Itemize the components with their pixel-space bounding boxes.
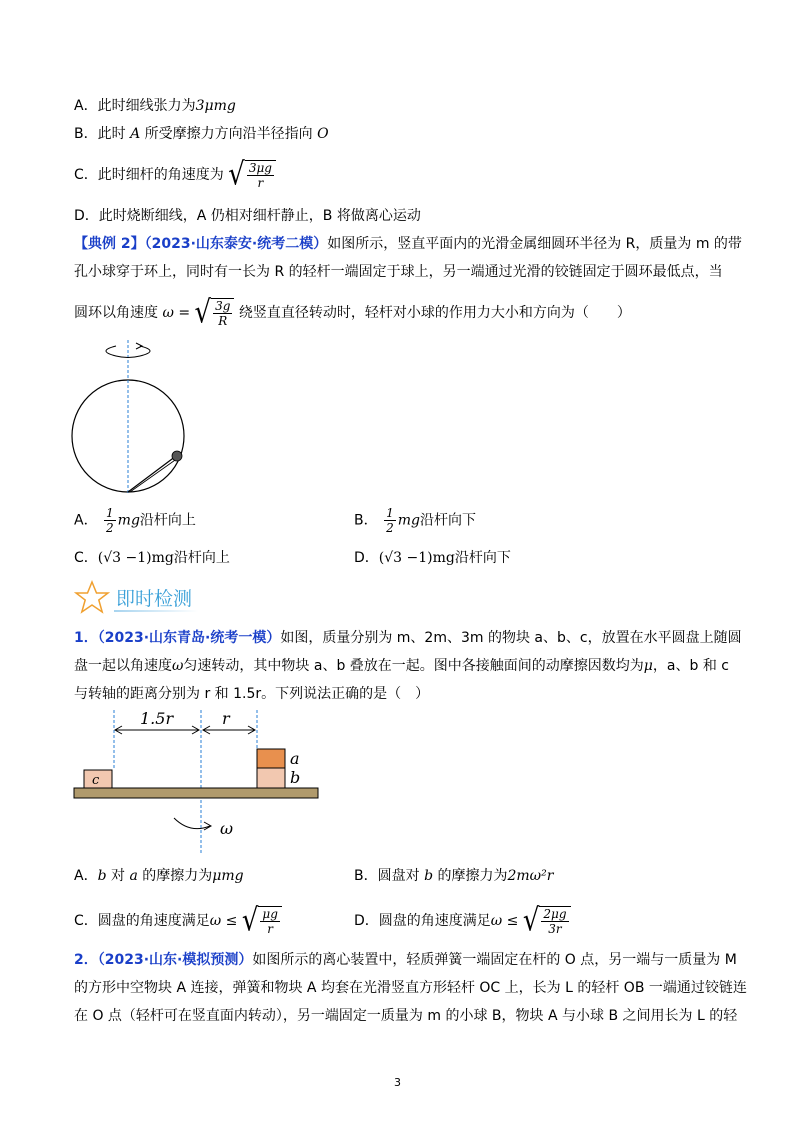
- ring-figure: [66, 336, 206, 496]
- option-d-prev: D．此时烧断细线，A 仍相对细杆静止，B 将做离心运动: [74, 208, 421, 224]
- example2-option-d: D．(√3 −1)mg沿杆向下: [354, 550, 511, 566]
- label-a: a: [290, 749, 300, 768]
- q1-line1: 1．（2023·山东青岛·统考一模）如图，质量分别为 m、2m、3m 的物块 a、b、c，放置在水平圆盘上随圆: [74, 630, 742, 646]
- q1-line3: 与转轴的距离分别为 r 和 1.5r。下列说法正确的是（ ）: [74, 686, 430, 702]
- option-a-prev: A．此时细线张力为3μmg: [74, 98, 236, 114]
- disk-plate: [74, 788, 318, 798]
- q1-option-c: C．圆盘的角速度满足ω ≤ √ $\frac{\mu g}{r}$: [74, 906, 282, 936]
- label-omega: ω: [220, 819, 234, 838]
- example2-option-c: C．(√3 −1)mg沿杆向上: [74, 550, 230, 566]
- option-c-prev: C．此时细杆的角速度为 √ $\frac{3\mu g}{r}$: [74, 160, 276, 190]
- q1-option-d: D．圆盘的角速度满足ω ≤ √ $\frac{2\mu g}{3r}$: [354, 906, 571, 936]
- label-r: r: [222, 709, 230, 728]
- q1-option-a: A．b 对 a 的摩擦力为μmg: [74, 868, 244, 884]
- example2-line2: 孔小球穿于环上，同时有一长为 R 的轻杆一端固定于球上，另一端通过光滑的铰链固定于圆环最低点，当: [74, 264, 723, 280]
- q1-tag: 1．（2023·山东青岛·统考一模）: [74, 630, 281, 646]
- rotation-arrow-icon: [174, 818, 210, 829]
- page-number: 3: [394, 1076, 401, 1089]
- example2-option-b: B． $\frac{1}{2}$ mg沿杆向下: [354, 506, 476, 535]
- section-title: 即时检测: [116, 588, 193, 610]
- q1-option-b: B．圆盘对 b 的摩擦力为2mω²r: [354, 868, 554, 884]
- q2-tag: 2．（2023·山东·模拟预测）: [74, 952, 253, 968]
- q1-line2: 盘一起以角速度ω匀速转动，其中物块 a、b 叠放在一起。图中各接触面间的动摩擦因数均为μ，a、b 和 c: [74, 658, 729, 674]
- example2-option-a: A． $\frac{1}{2}$ mg沿杆向上: [74, 506, 196, 535]
- sqrt-expr: √ $\frac{3\mu g}{r}$: [228, 160, 276, 190]
- example2-line3: 圆环以角速度 ω = √ $\frac{3g}{R}$ 绕竖直直径转动时，轻杆对小球的作用力大小和方向为（ ）: [74, 295, 631, 331]
- example2-line1: 【典例 2】（2023·山东泰安·统考二模）如图所示，竖直平面内的光滑金属细圆环半径为 R，质量为 m 的带: [74, 236, 742, 252]
- ball-icon: [172, 451, 182, 461]
- omega-sqrt: √ $\frac{3g}{R}$: [195, 298, 235, 328]
- q2-line3: 在 O 点（轻杆可在竖直面内转动），另一端固定一质量为 m 的小球 B，物块 A 与小球 B 之间用长为 L 的轻: [74, 1008, 738, 1024]
- option-a-expr: 3μmg: [195, 98, 236, 114]
- label-b: b: [290, 768, 301, 787]
- q2-line1: 2．（2023·山东·模拟预测）如图所示的离心装置中，轻质弹簧一端固定在杆的 O 点，另一端与一质量为 M: [74, 952, 737, 968]
- example2-tag: 【典例 2】（2023·山东泰安·统考二模）: [74, 236, 328, 252]
- block-a: [257, 749, 285, 768]
- option-b-prev: B．此时 A 所受摩擦力方向沿半径指向 O: [74, 126, 329, 142]
- disk-figure: [70, 706, 330, 856]
- star-icon: [74, 580, 110, 614]
- label-1-5r: 1.5r: [140, 709, 174, 728]
- svg-text:c: c: [92, 773, 100, 788]
- q2-line2: 的方形中空物块 A 连接，弹簧和物块 A 均套在光滑竖直方形轻杆 OC 上，长为 L 的轻杆 OB 一端通过铰链连: [74, 980, 747, 996]
- block-b: [257, 768, 285, 788]
